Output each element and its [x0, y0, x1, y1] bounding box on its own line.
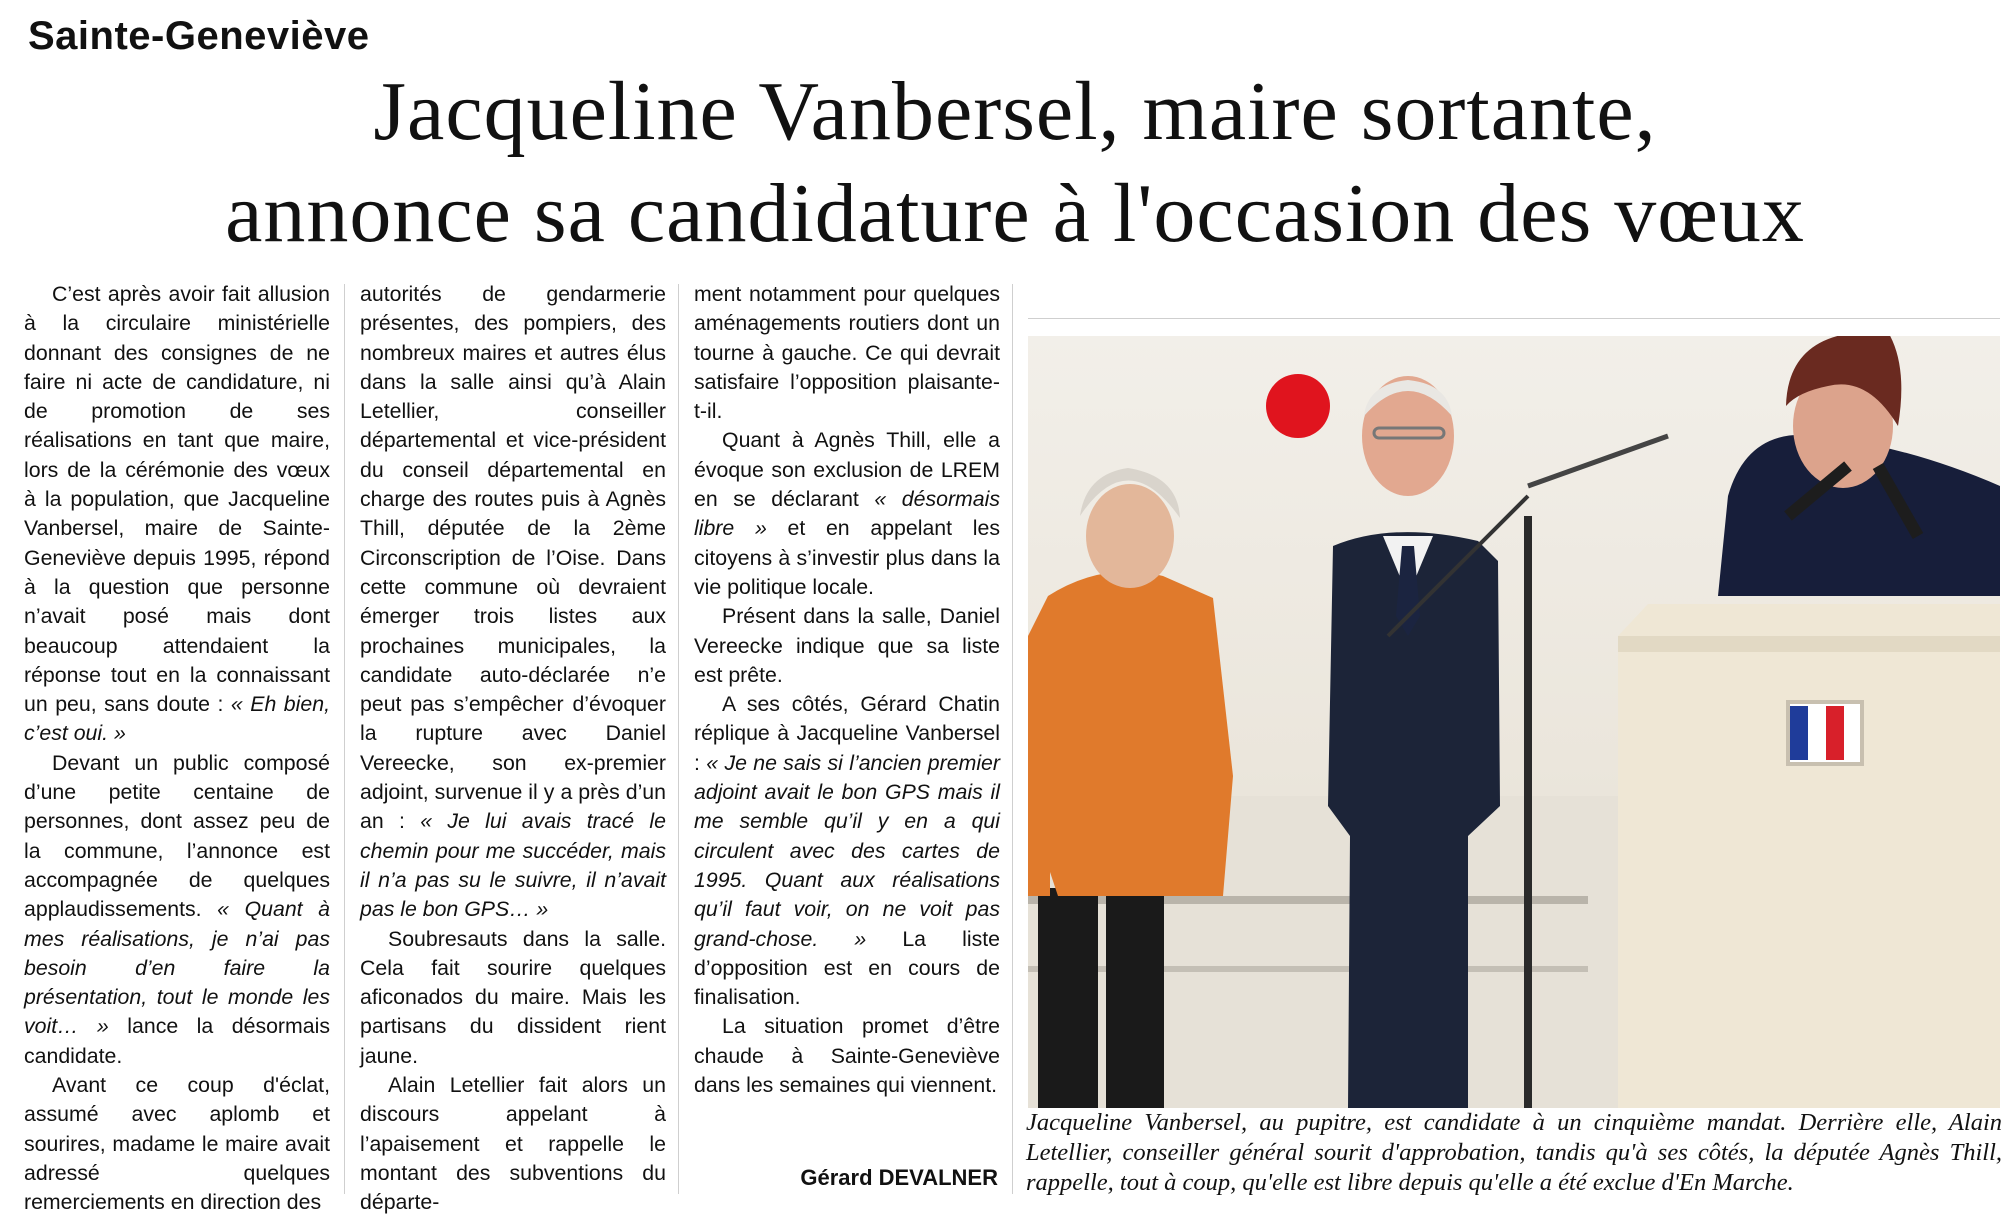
column-rule-3 — [1012, 284, 1013, 1194]
paragraph-text: Devant un public composé d’une petite centaine de personnes, dont assez peu de la commune, l’annonce est accompagnée de quelques applaudissements. — [24, 750, 330, 922]
quote: « désormais libre » — [694, 487, 1001, 541]
paragraph — [24, 749, 330, 1071]
headline-line-1: Jacqueline Vanbersel, maire sortante, — [373, 65, 1657, 158]
article-column-1 — [24, 280, 330, 1218]
paragraph-text: Présent dans la salle, Daniel Vereecke indique que sa liste est prête. — [694, 604, 1000, 687]
paragraph-text: et en appelant les citoyens à s’investir plus dans la vie politique locale. — [694, 516, 1000, 599]
photo-top-rule — [1028, 318, 2000, 319]
headline-line-2: annonce sa candidature à l'occasion des vœux — [225, 167, 1805, 260]
article-column-2 — [360, 280, 666, 1218]
section-kicker: Sainte-Geneviève — [28, 14, 370, 58]
person-woman-podium — [1718, 336, 2000, 596]
paragraph-text: La liste d’opposition est en cours de finalisation. — [694, 926, 1000, 1010]
paragraph-text: Alain Letellier fait alors un discours appelant à l’apaisement et rappelle le montant des subventions du départe- — [360, 1073, 666, 1215]
quote: « Eh bien, c’est oui. » — [24, 692, 330, 746]
paragraph-text: ment notamment pour quelques aménagements routiers dont un tourne à gauche. Ce qui devrait satisfaire l’opposition plaisante-t-il. — [694, 282, 1000, 424]
balloon-icon — [1266, 374, 1330, 438]
quote: « Quant à mes réalisations, je n’ai pas besoin d’en faire la présentation, tout le monde les voit… » — [24, 897, 330, 1039]
mic-stand — [1524, 516, 1532, 1108]
paragraph-text: lance la désormais candidate. — [24, 1014, 330, 1068]
podium — [1618, 604, 2000, 1108]
paragraph — [694, 280, 1000, 426]
paragraph — [694, 602, 1000, 690]
face — [1086, 484, 1174, 588]
french-flag-icon — [1788, 702, 1862, 764]
article-column-3 — [694, 280, 1000, 1100]
paragraph — [360, 925, 666, 1071]
byline: Gérard DEVALNER — [800, 1165, 998, 1190]
quote: « Je ne sais si l’ancien premier adjoint avait le bon GPS mais il me semble qu’il y en a qui circulent avec des cartes de 1995. Quant aux réalisations qu’il faut voir, on ne voit pas grand-chose. » — [694, 750, 1000, 951]
column-rule-1 — [344, 284, 345, 1194]
paragraph — [360, 280, 666, 925]
orange-sweater — [1028, 572, 1233, 897]
paragraph-text: autorités de gendarmerie présentes, des pompiers, des nombreux maires et autres élus dans la salle ainsi qu’à Alain Letellier, conseiller départemental et vice-président du conseil départemental en charge des routes puis à Agnès Thill, députée de la 2ème Circonscription de l’Oise. Dans cette commune où devraient émerger trois listes aux prochaines municipales, la candidate auto-déclarée n’e peut pas s’empêcher d’évoquer la rupture avec Daniel Vereecke, son ex-premier adjoint, survenue il y a près d’un an : — [360, 282, 666, 834]
article-photo — [1028, 336, 2000, 1108]
quote: « Je lui avais tracé le chemin pour me succéder, mais il n’a pas su le suivre, il n’avait pas le bon GPS… » — [360, 809, 666, 922]
paragraph — [24, 1071, 330, 1217]
paragraph-text: Soubresauts dans la salle. Cela fait sourire quelques aficonados du maire. Mais les partisans du dissident rient jaune. — [360, 926, 666, 1068]
paragraph-text: Avant ce coup d'éclat, assumé avec aplomb et sourires, madame le maire avait adressé quelques remerciements en direction des — [24, 1073, 330, 1215]
paragraph-text: Quant à Agnès Thill, elle a évoque son exclusion de LREM en se déclarant — [694, 428, 1000, 512]
paragraph-text: La situation promet d’être chaude à Sainte-Geneviève dans les semaines qui viennent. — [694, 1014, 1000, 1098]
paragraph — [694, 690, 1000, 1012]
paragraph — [694, 426, 1000, 602]
photo-caption: Jacqueline Vanbersel, au pupitre, est candidate à un cinquième mandat. Derrière elle, Alain Letellier, conseiller général sourit d'approbation, tandis qu'à ses côtés, la députée Agnès Thill, rappelle, tout à coup, qu'elle est libre depuis qu'elle a été exclue d'En Marche. — [1026, 1109, 2002, 1196]
paragraph-text: A ses côtés, Gérard Chatin réplique à Jacqueline Vanbersel : — [694, 692, 1000, 775]
mic-boom — [1528, 436, 1668, 486]
paragraph — [360, 1071, 666, 1217]
photo-illustration — [1028, 336, 2000, 1108]
paragraph — [24, 280, 330, 749]
column-rule-2 — [678, 284, 679, 1194]
paragraph — [694, 1012, 1000, 1100]
paragraph-text: C’est après avoir fait allusion à la circulaire ministérielle donnant des consignes de ne faire ni acte de candidature, ni de promotion de ses réalisations en tant que maire, lors de la cérémonie des vœux à la population, que Jacqueline Vanbersel, maire de Sainte-Geneviève depuis 1995, répond à la question que personne n’avait posé mais dont beaucoup attendaient la réponse tout en la connaissant un peu, sans doute : — [24, 282, 330, 717]
